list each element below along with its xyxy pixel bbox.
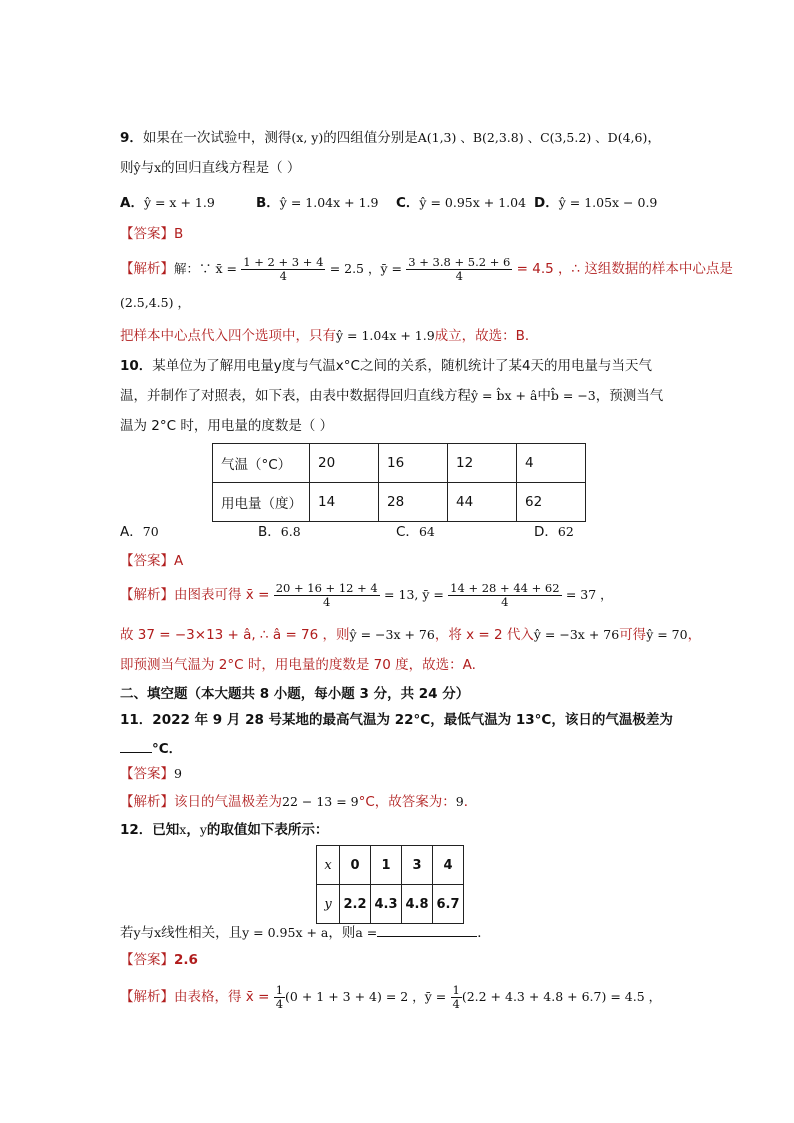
q10-options [120, 522, 714, 542]
q9-option-d: D．ŷ = 1.05x − 0.9 [534, 195, 658, 211]
q9-options [120, 193, 714, 213]
q10-stem-line1: 10．某单位为了解用电量y度与气温x°C之间的关系，随机统计了某4天的用电量与当天气 [120, 358, 653, 374]
table-row: y 2.2 4.3 4.8 6.7 [317, 885, 464, 924]
table-row: 用电量（度） 14 28 44 62 [213, 483, 586, 522]
q9-option-b: B．ŷ = 1.04x + 1.9 [256, 195, 379, 211]
q12-number: 12． [120, 822, 153, 838]
q9-stem-line2: 则ŷ与x的回归直线方程是（ ） [120, 160, 301, 176]
q10-number: 10． [120, 358, 153, 374]
q10-data-table [212, 443, 586, 522]
q9-answer: 【答案】B [120, 226, 184, 242]
q9-number: 9． [120, 130, 143, 146]
q9-stem-line1: 9．如果在一次试验中，测得(x, y)的四组值分别是A(1,3) 、B(2,3.8) 、C(3,5.2) 、D(4,6)， [120, 130, 661, 146]
answer-blank[interactable] [120, 738, 152, 753]
q12-analysis: 【解析】由表格，得 x̄ = $\frac{1}{4}$ (0 + 1 + 3 + 4) = 2 ，ȳ = $\frac{1}{4}$ (2.2 + 4.3 + 4.8 + 6.7) = 4.5 ， [120, 982, 662, 1011]
table-row: x 0 1 3 4 [317, 846, 464, 885]
q10-stem-line2: 温，并制作了对照表，如下表，由表中数据得回归直线方程ŷ = b̂x + â中b̂ = −3，预测当气 [120, 388, 664, 404]
q9-analysis-line3: 把样本中心点代入四个选项中，只有ŷ = 1.04x + 1.9成立，故选：B． [120, 328, 539, 344]
q9-option-a: A．ŷ = x + 1.9 [120, 195, 215, 211]
q9-analysis-line1: 【解析】解：∵ x̄ = $\frac{1 + 2 + 3 + 4}{4}$ = 2.5 ，ȳ = $\frac{3 + 3.8 + 5.2 + 6}{4}$ = 4.5 ，∴ 这组数据的样本中心点是 [120, 254, 733, 283]
q10-analysis-line3: 即预测当气温为 2°C 时，用电量的度数是 70 度，故选：A. [120, 657, 476, 673]
q11-stem-line1: 11．2022 年 9 月 28 号某地的最高气温为 22°C，最低气温为 13°C，该日的气温极差为 [120, 712, 673, 728]
q12-stem-line2: 若y与x线性相关，且y = 0.95x + a，则a = ． [120, 922, 714, 943]
q11-number: 11． [120, 712, 153, 728]
q10-answer: 【答案】A [120, 553, 184, 569]
q10-analysis-line2: 故 37 = −3×13 + â, ∴ â = 76 ，则ŷ = −3x + 76，将 x = 2 代入ŷ = −3x + 76可得ŷ = 70， [120, 627, 702, 643]
answer-blank[interactable] [377, 922, 477, 937]
q10-stem-line3: 温为 2°C 时，用电量的度数是（ ） [120, 418, 334, 434]
section-title: 二、填空题（本大题共 8 小题，每小题 3 分，共 24 分） [120, 686, 470, 702]
q11-stem-line2: °C． [120, 738, 714, 759]
q9-option-c: C．ŷ = 0.95x + 1.04 [396, 195, 527, 211]
q12-data-table [316, 845, 464, 924]
q10-option-a: A．70 [120, 524, 159, 540]
q9-analysis-line2: (2.5,4.5) ， [120, 295, 190, 310]
table-row: 气温（°C） 20 16 12 4 [213, 444, 586, 483]
q11-analysis: 【解析】该日的气温极差为22 − 13 = 9°C，故答案为：9． [120, 794, 478, 810]
q10-analysis-line1: 【解析】由图表可得 x̄ = $\frac{20 + 16 + 12 + 4}{4}$ = 13, ȳ = $\frac{14 + 28 + 44 + 62}{4}$ = 37 ， [120, 580, 613, 609]
q10-option-c: C．64 [396, 524, 435, 540]
q12-answer: 【答案】2.6 [120, 952, 198, 968]
q9-points: A(1,3) 、B(2,3.8) 、C(3,5.2) 、D(4,6) [417, 130, 648, 145]
q12-stem-line1: 12．已知x，y的取值如下表所示： [120, 822, 329, 838]
q11-answer: 【答案】9 [120, 766, 182, 782]
q10-option-d: D．62 [534, 524, 574, 540]
q10-option-b: B．6.8 [258, 524, 301, 540]
